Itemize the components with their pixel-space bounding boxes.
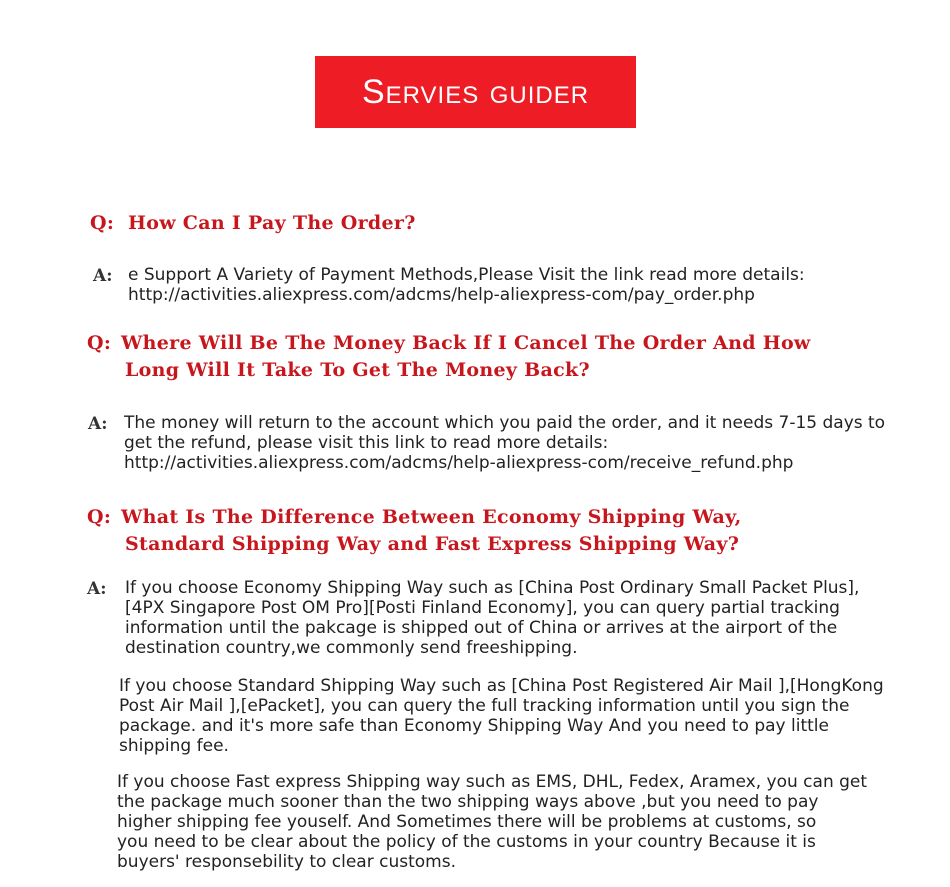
answer-2 xyxy=(88,413,885,473)
answer-line: get the refund, please visit this link to read more details: xyxy=(124,433,609,453)
question-line: Long Will It Take To Get The Money Back? xyxy=(125,359,590,381)
paragraph-line: shipping fee. xyxy=(119,736,229,756)
answer-line: information until the pakcage is shipped out of China or arrives at the airport of the xyxy=(125,618,838,638)
answer-3 xyxy=(87,578,859,658)
paragraph-line: you need to be clear about the policy of the customs in your country Because it is xyxy=(117,832,816,852)
answer-tag: A: xyxy=(93,266,113,286)
paragraph-line: buyers' responsebility to clear customs. xyxy=(117,852,456,872)
paragraph-line: the package much sooner than the two shipping ways above ,but you need to pay xyxy=(117,792,819,812)
answer-line: The money will return to the account which you paid the order, and it needs 7-15 days to xyxy=(124,413,886,433)
question-1 xyxy=(90,210,416,237)
answer-link[interactable]: http://activities.aliexpress.com/adcms/help-aliexpress-com/receive_refund.php xyxy=(124,453,794,473)
question-tag: Q: xyxy=(87,506,112,528)
answer-tag: A: xyxy=(87,579,107,599)
answer-line: [4PX Singapore Post OM Pro][Posti Finland Economy], you can query partial tracking xyxy=(125,598,840,618)
paragraph-line: If you choose Standard Shipping Way such as [China Post Registered Air Mail ],[HongKong xyxy=(119,676,884,696)
answer-line: e Support A Variety of Payment Methods,Please Visit the link read more details: xyxy=(128,265,805,285)
paragraph-line: Post Air Mail ],[ePacket], you can query the full tracking information until you sign the xyxy=(119,696,850,716)
question-tag: Q: xyxy=(90,212,115,234)
question-3 xyxy=(87,504,742,558)
question-line: What Is The Difference Between Economy Shipping Way, xyxy=(121,506,742,528)
answer-tag: A: xyxy=(88,414,108,434)
paragraph-line: If you choose Fast express Shipping way such as EMS, DHL, Fedex, Aramex, you can get xyxy=(117,772,868,792)
paragraph-line: package. and it's more safe than Economy Shipping Way And you need to pay little xyxy=(119,716,829,736)
standard-shipping-paragraph xyxy=(119,676,884,756)
question-2 xyxy=(87,330,811,384)
banner-title: Servies guider xyxy=(361,72,590,111)
paragraph-line: higher shipping fee youself. And Sometimes there will be problems at customs, so xyxy=(117,812,817,832)
answer-line: destination country,we commonly send freeshipping. xyxy=(125,638,578,658)
question-line: How Can I Pay The Order? xyxy=(128,212,416,234)
answer-link[interactable]: http://activities.aliexpress.com/adcms/help-aliexpress-com/pay_order.php xyxy=(128,285,755,305)
answer-line: If you choose Economy Shipping Way such as [China Post Ordinary Small Packet Plus], xyxy=(125,578,860,598)
question-tag: Q: xyxy=(87,332,112,354)
question-line: Where Will Be The Money Back If I Cancel The Order And How xyxy=(121,332,811,354)
express-shipping-paragraph xyxy=(117,772,867,872)
title-banner xyxy=(315,56,636,128)
question-line: Standard Shipping Way and Fast Express Shipping Way? xyxy=(125,533,740,555)
answer-1 xyxy=(93,265,805,305)
